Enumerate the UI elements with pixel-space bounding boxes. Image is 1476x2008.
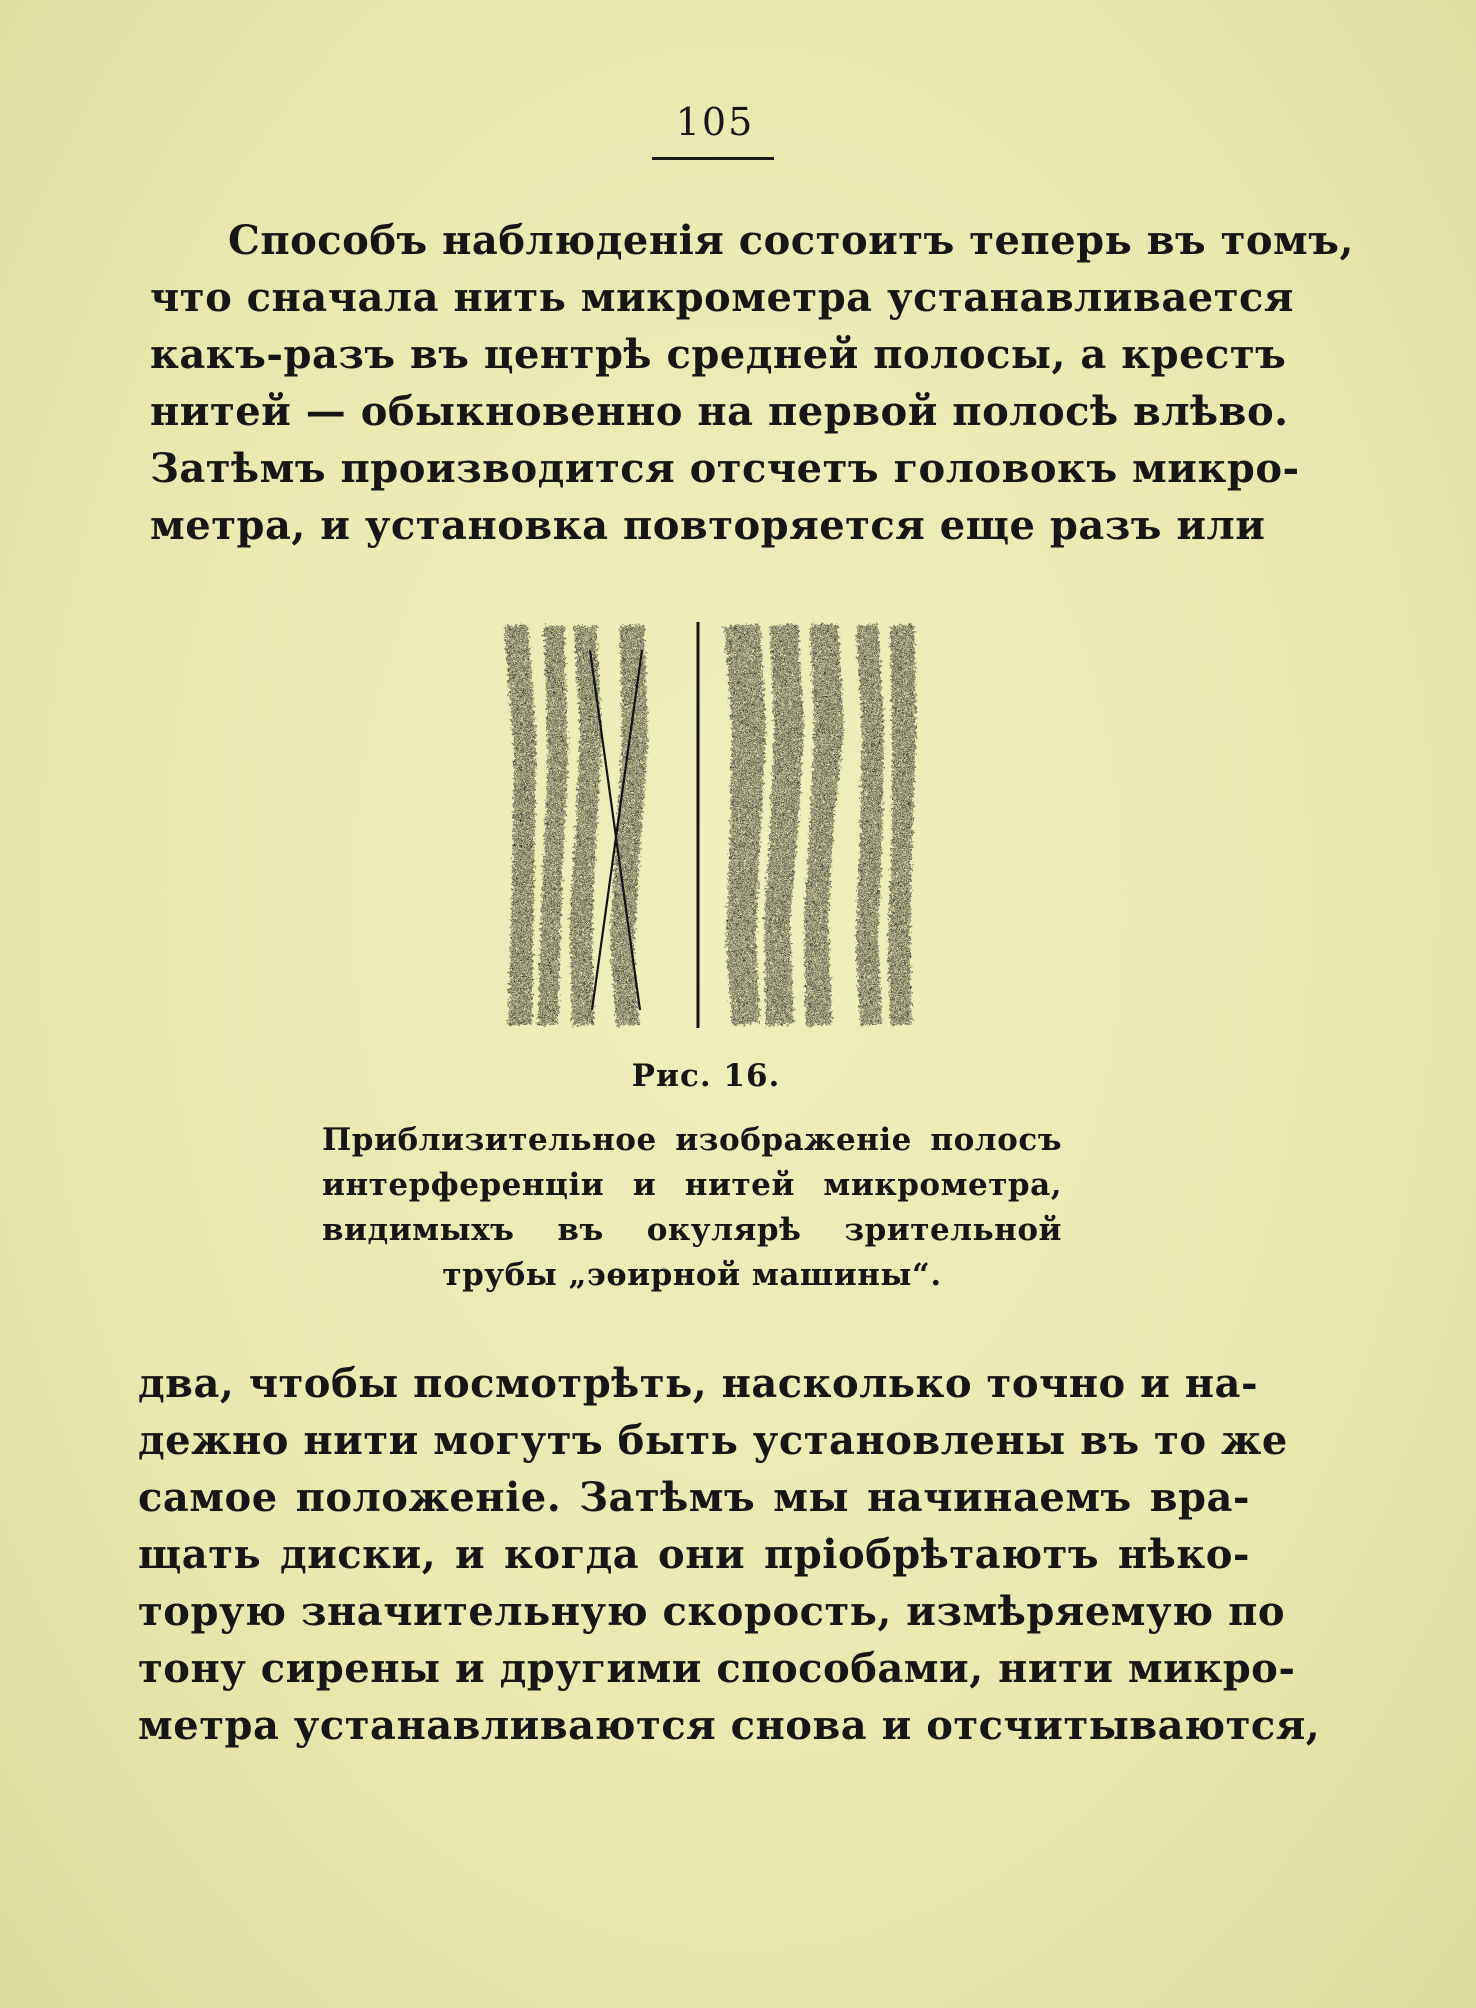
- text-line: что сначала нить микрометра устанавливается: [150, 274, 1294, 321]
- fringe-band: [856, 624, 884, 1026]
- fringe-band: [724, 624, 766, 1026]
- text-line: какъ-разъ въ центрѣ средней полосы, а крестъ: [150, 331, 1287, 378]
- text-line: нитей — обыкновенно на первой полосѣ влѣво.: [150, 388, 1289, 435]
- text-line: дежно нити могутъ быть установлены въ то же: [138, 1417, 1288, 1464]
- fringes-illustration: [498, 620, 918, 1032]
- fringe-band: [504, 624, 536, 1026]
- text-line: Затѣмъ производится отсчетъ головокъ микро-: [150, 445, 1300, 492]
- left-fringe-group: [504, 624, 648, 1026]
- text-line: метра устанавливаются снова и отсчитываются,: [138, 1702, 1321, 1749]
- text-line: самое положеніе. Затѣмъ мы начинаемъ вра-: [138, 1474, 1250, 1521]
- figure-caption: [322, 1118, 1062, 1298]
- page-number-rule: [652, 157, 774, 160]
- text-line: тону сирены и другими способами, нити микро-: [138, 1645, 1296, 1692]
- text-line: щать диски, и когда они пріобрѣтаютъ нѣко-: [138, 1531, 1250, 1578]
- figure-label: Рис. 16.: [631, 1058, 781, 1094]
- fringe-band: [888, 624, 916, 1026]
- text-line: Способъ наблюденія состоитъ теперь въ томъ,: [228, 217, 1354, 264]
- fringe-band: [538, 626, 568, 1026]
- fringe-band: [610, 624, 648, 1026]
- text-line: два, чтобы посмотрѣть, насколько точно и на-: [138, 1360, 1259, 1407]
- paragraph-top: [150, 212, 1354, 554]
- caption-line: трубы „эѳирной машины“.: [442, 1257, 942, 1293]
- interference-fringes-figure: [498, 620, 918, 1032]
- text-line: торую значительную скорость, измѣряемую по: [138, 1588, 1286, 1635]
- caption-line: Приблизительное изображеніе полосъ: [322, 1122, 1062, 1158]
- fringe-band: [764, 624, 804, 1026]
- paragraph-bottom: [138, 1355, 1321, 1754]
- page-number: 105: [675, 100, 755, 144]
- fringe-band: [804, 624, 844, 1026]
- caption-line: видимыхъ въ окулярѣ зрительной: [322, 1212, 1062, 1248]
- caption-line: интерференціи и нитей микрометра,: [322, 1167, 1062, 1203]
- text-line: метра, и установка повторяется еще разъ или: [150, 502, 1266, 549]
- right-fringe-group: [724, 624, 916, 1026]
